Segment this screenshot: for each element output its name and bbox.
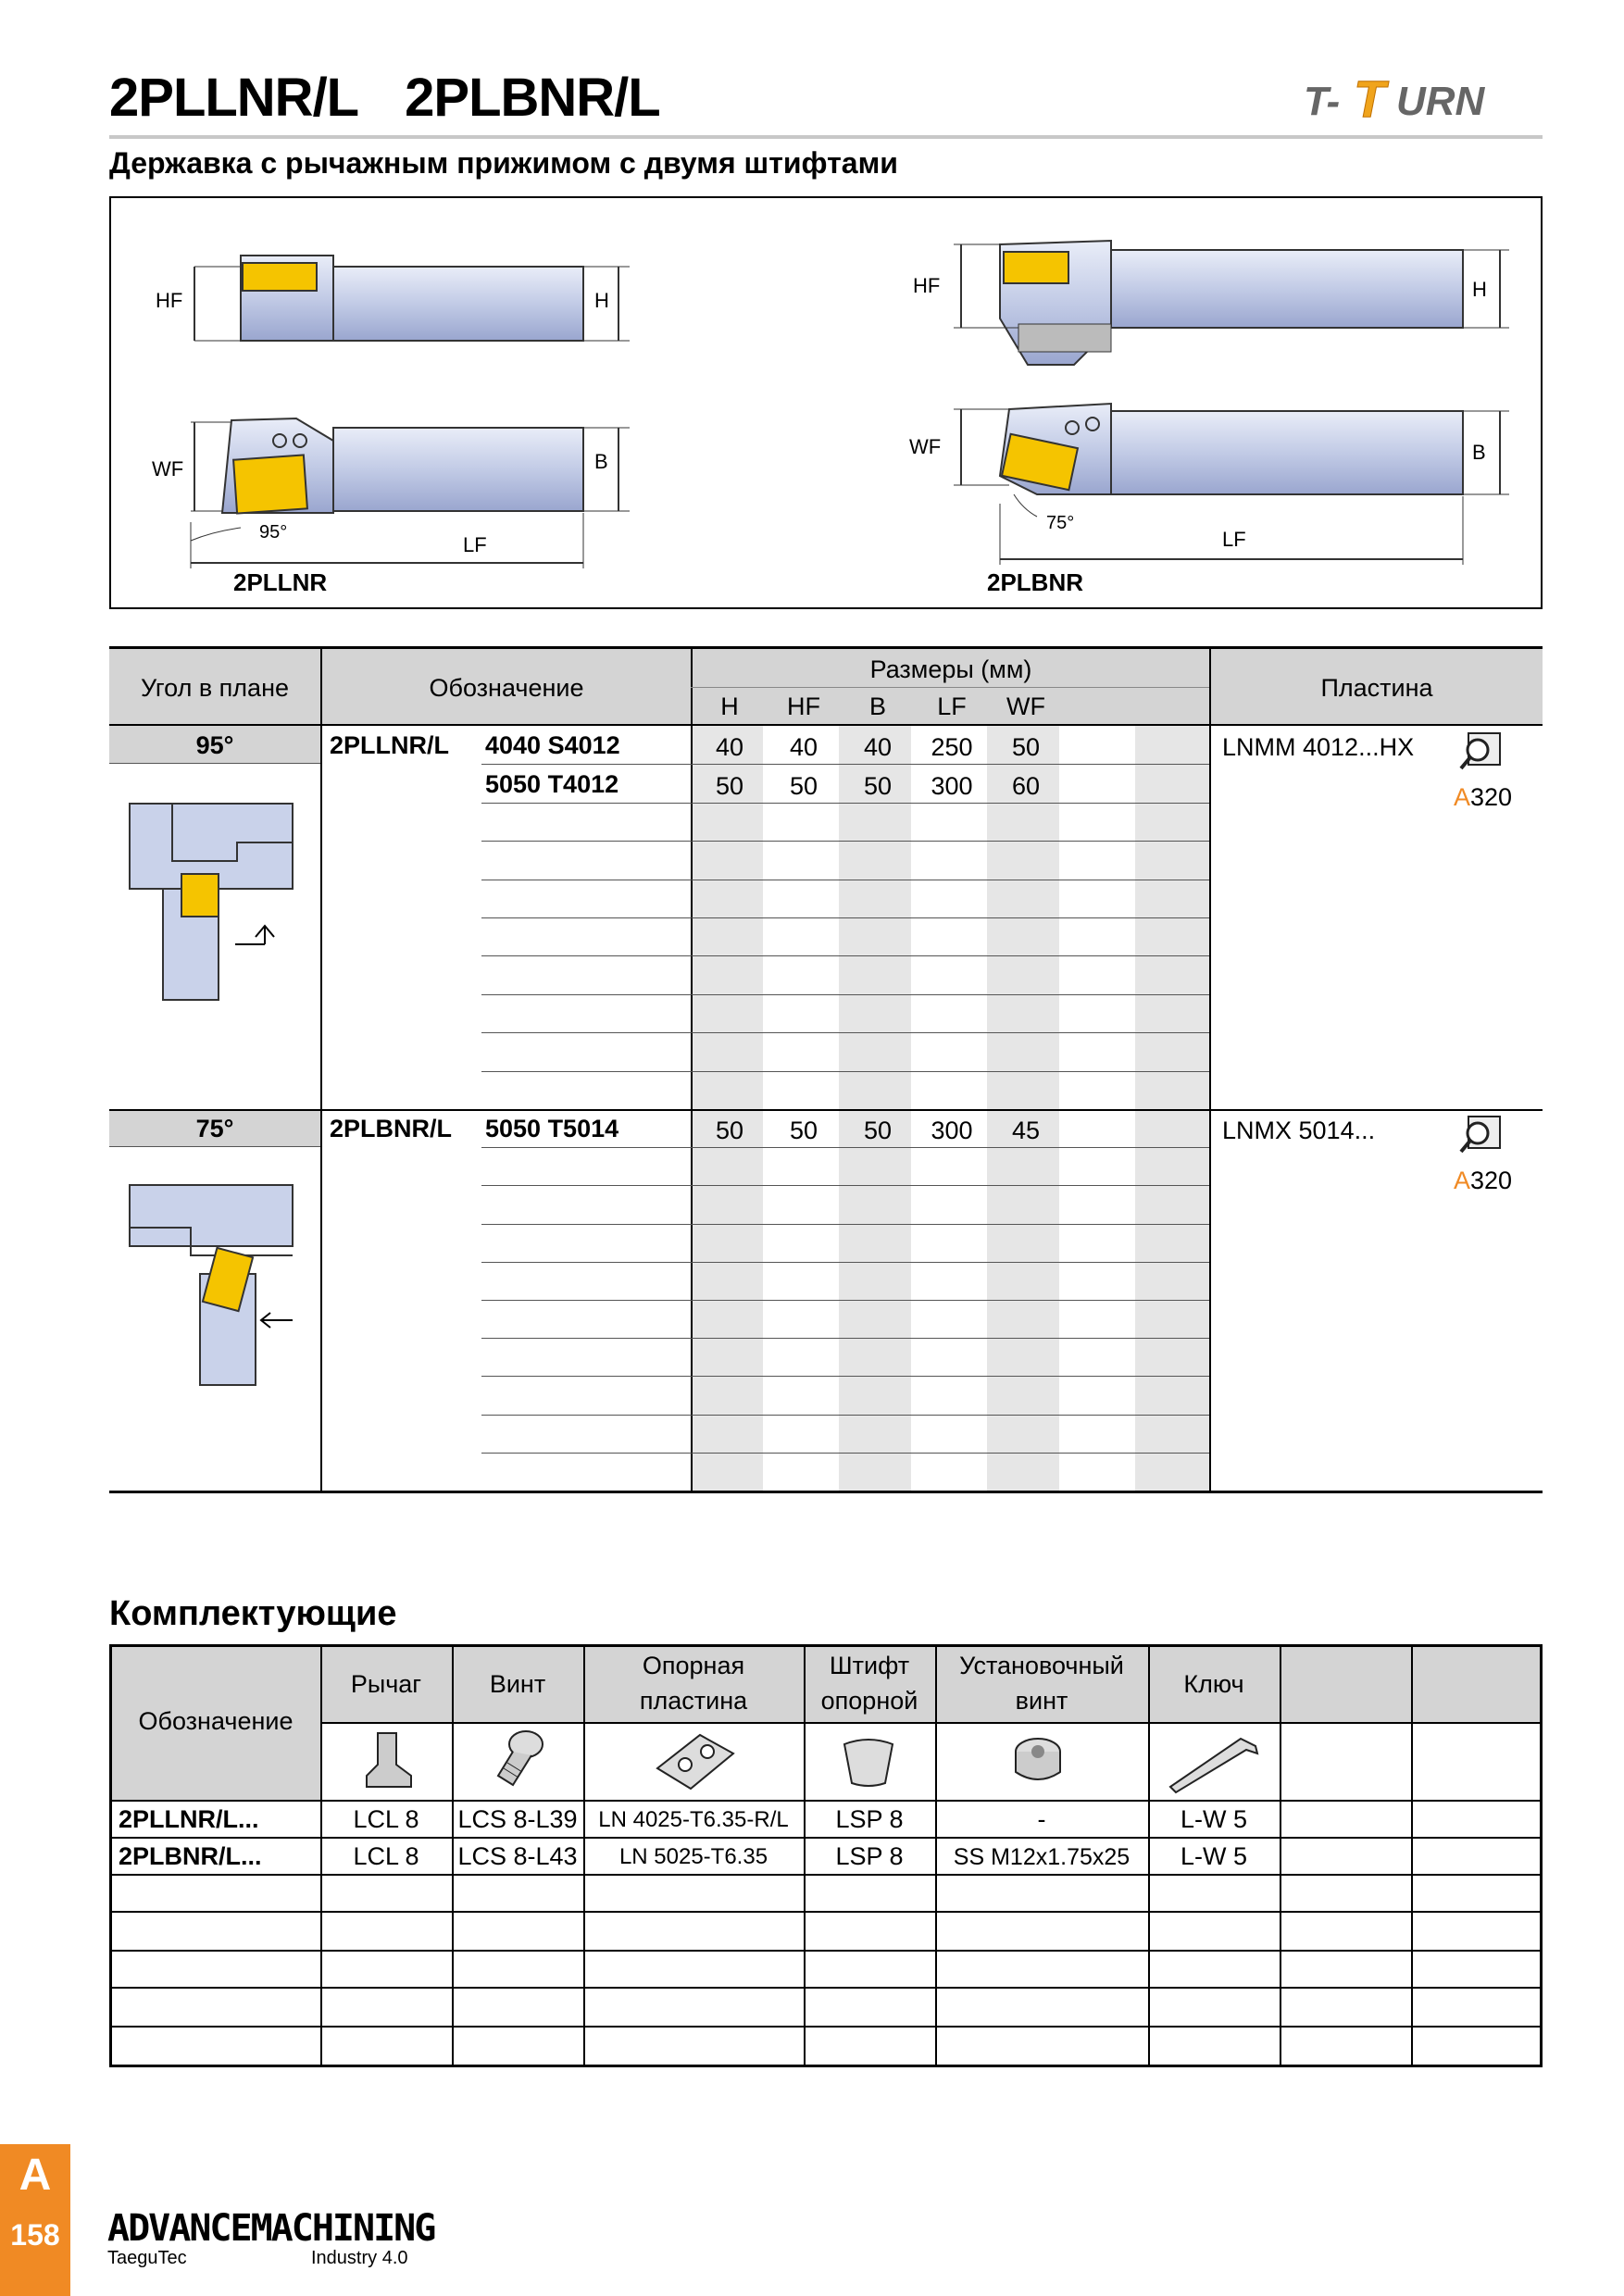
header-dim-wf: WF [1006,693,1045,720]
dim-h: 50 [715,1117,744,1144]
figure-caption-2pllnr: 2PLLNR [233,568,328,596]
acc-row-rule [111,1950,1541,1952]
acc-header-pin-line2: опорной [820,1687,918,1715]
svg-text:T: T [1354,74,1386,126]
acc-key: L-W 5 [1180,1842,1247,1870]
dim-hf: 50 [789,1117,818,1144]
pin-icon [837,1731,902,1792]
2plbnr-side-view [954,241,1509,365]
t-turn-logo [1296,74,1546,126]
2pllnr-side-view [194,256,630,341]
acc-col-rule [1411,1646,1413,2065]
footer-brand-logo: ADVANCEMACHINING [107,2207,435,2250]
row-rule [481,1338,1209,1339]
code-4040-s4012: 4040 S4012 [485,731,620,759]
acc-designation: 2PLBNR/L... [119,1842,262,1870]
svg-text:T-: T- [1304,79,1341,124]
header-designation: Обозначение [429,674,584,702]
row-rule [481,841,1209,842]
angle-75: 75° [195,1115,234,1142]
acc-row-rule [111,1987,1541,1989]
acc-screw: LCS 8-L39 [457,1805,578,1833]
b-label: B [1472,441,1486,464]
dim-lf: 250 [931,733,973,761]
dim-lf: 300 [931,772,973,800]
row-rule [481,1415,1209,1416]
table-top-rule [109,646,1543,649]
lf-label: LF [1222,528,1246,551]
acc-lever: LCL 8 [353,1805,419,1833]
acc-row-rule [111,1837,1541,1839]
acc-top-rule [109,1644,1543,1647]
catalog-ref-prefix: A [1454,783,1471,811]
row-rule [481,1224,1209,1225]
angle-label: 75° [1046,513,1075,533]
shim-icon [654,1731,737,1792]
table-header-rule [109,724,1543,726]
dim-b: 40 [863,733,893,761]
header-dim-b: B [868,693,886,720]
dim-sub-rule [691,687,1209,688]
dim-b: 50 [863,772,893,800]
acc-screw: LCS 8-L43 [457,1842,578,1870]
insert-lnmm: LNMM 4012...HX [1222,733,1415,761]
catalog-ref-number: 320 [1470,1167,1513,1194]
code-5050-t4012: 5050 T4012 [485,770,619,798]
page-title [109,67,660,129]
acc-shim: LN 5025-T6.35 [618,1844,768,1869]
magnifier-icon[interactable] [1459,1115,1504,1155]
catalog-ref-a320[interactable] [1454,1167,1512,1195]
section-letter: A [19,2151,52,2200]
row-rule [481,1185,1209,1186]
acc-row-rule [320,1722,1541,1724]
acc-bottom-rule [109,2065,1543,2067]
h-label: H [1472,278,1487,301]
catalog-ref-number: 320 [1470,783,1513,811]
insert-lnmx: LNMX 5014... [1222,1117,1376,1144]
header-dim-lf: LF [937,693,967,720]
acc-pin: LSP 8 [835,1805,904,1833]
75-degree-schematic [126,1181,302,1394]
hf-label: HF [156,289,183,312]
2pllnr-top-view [191,418,630,568]
lf-label: LF [463,533,487,556]
row-rule [481,994,1209,995]
acc-header-designation: Обозначение [138,1707,294,1735]
catalog-ref-a320[interactable] [1454,783,1512,812]
acc-row-rule [111,1874,1541,1876]
acc-header-set-screw-line1: Установочный [959,1652,1124,1679]
hex-key-icon [1167,1729,1263,1794]
catalog-ref-prefix: A [1454,1167,1471,1194]
angle-95: 95° [195,731,234,759]
dim-wf: 50 [1011,733,1041,761]
acc-header-shim-line1: Опорная [642,1652,745,1679]
angle-rule [109,763,320,764]
acc-header-shim-line2: пластина [639,1687,748,1715]
acc-lever: LCL 8 [353,1842,419,1870]
header-angle: Угол в плане [140,674,290,702]
header-insert: Пластина [1320,674,1433,702]
group-sep [109,1109,1543,1111]
header-rule [109,135,1543,139]
header-dim-hf: HF [787,693,820,720]
figure-caption-2plbnr: 2PLBNR [987,568,1084,596]
row-rule [481,1376,1209,1377]
row-rule [481,1032,1209,1033]
dim-lf: 300 [931,1117,973,1144]
row-rule [481,1071,1209,1072]
family-2plbnr: 2PLBNR/L [330,1115,453,1142]
lever-icon [359,1728,415,1794]
acc-col-rule [1280,1646,1281,2065]
acc-set-screw: - [1037,1805,1046,1833]
acc-shim: LN 4025-T6.35-R/L [598,1807,789,1832]
acc-row-rule [111,2026,1541,2028]
tool-drawings [111,198,1541,607]
tool-drawing-panel [109,196,1543,609]
footer-brand-sub: TaeguTec [107,2248,187,2268]
set-screw-icon [1006,1731,1070,1792]
page-subtitle: Державка с рычажным прижимом с двумя штифтами [109,146,898,180]
dim-b: 50 [863,1117,893,1144]
acc-header-screw: Винт [489,1670,546,1698]
row-rule [481,917,1209,918]
acc-header-lever: Рычаг [350,1670,422,1698]
row-rule [481,1147,1209,1148]
wf-label: WF [909,435,942,458]
dim-wf: 60 [1011,772,1041,800]
row-rule [481,955,1209,956]
header-dim-h: H [720,693,739,720]
dim-hf: 40 [789,733,818,761]
95-degree-schematic [126,796,302,1009]
acc-row-rule [111,1911,1541,1913]
dim-hf: 50 [789,772,818,800]
acc-key: L-W 5 [1180,1805,1247,1833]
title-part-2plbnr: 2PLBNR/L [405,68,660,128]
row-rule [481,1300,1209,1301]
accessories-title: Комплектующие [109,1594,397,1633]
acc-right-rule [1540,1644,1543,2066]
acc-row-rule [111,1800,1541,1802]
b-label: B [594,450,608,473]
acc-header-pin-line1: Штифт [829,1652,910,1679]
col-sep [1209,648,1211,1491]
code-5050-t5014: 5050 T5014 [485,1115,619,1142]
screw-icon [485,1728,550,1794]
h-label: H [594,289,609,312]
svg-text:URN: URN [1396,79,1485,124]
col-sep [320,648,322,1491]
acc-header-set-screw-line2: винт [1015,1687,1068,1715]
family-2pllnr: 2PLLNR/L [330,731,450,759]
acc-designation: 2PLLNR/L... [119,1805,259,1833]
row-rule [481,1453,1209,1454]
angle-rule [109,1146,320,1147]
footer-brand-sub: Industry 4.0 [311,2248,408,2268]
acc-header-key: Ключ [1183,1670,1244,1698]
page-number: 158 [10,2218,60,2252]
wf-label: WF [152,457,184,480]
magnifier-icon[interactable] [1459,731,1504,772]
header-dimensions: Размеры (мм) [869,655,1032,683]
hf-label: HF [913,274,941,297]
row-rule [481,803,1209,804]
dim-wf: 45 [1011,1117,1041,1144]
row-rule [481,764,1209,765]
acc-pin: LSP 8 [835,1842,904,1870]
dim-h: 40 [715,733,744,761]
acc-set-screw: SS M12x1.75x25 [953,1844,1131,1870]
title-part-2pllnr: 2PLLNR/L [109,68,359,128]
angle-label: 95° [259,522,288,543]
dim-h: 50 [715,772,744,800]
row-rule [481,1262,1209,1263]
table-bottom-rule [109,1491,1543,1493]
